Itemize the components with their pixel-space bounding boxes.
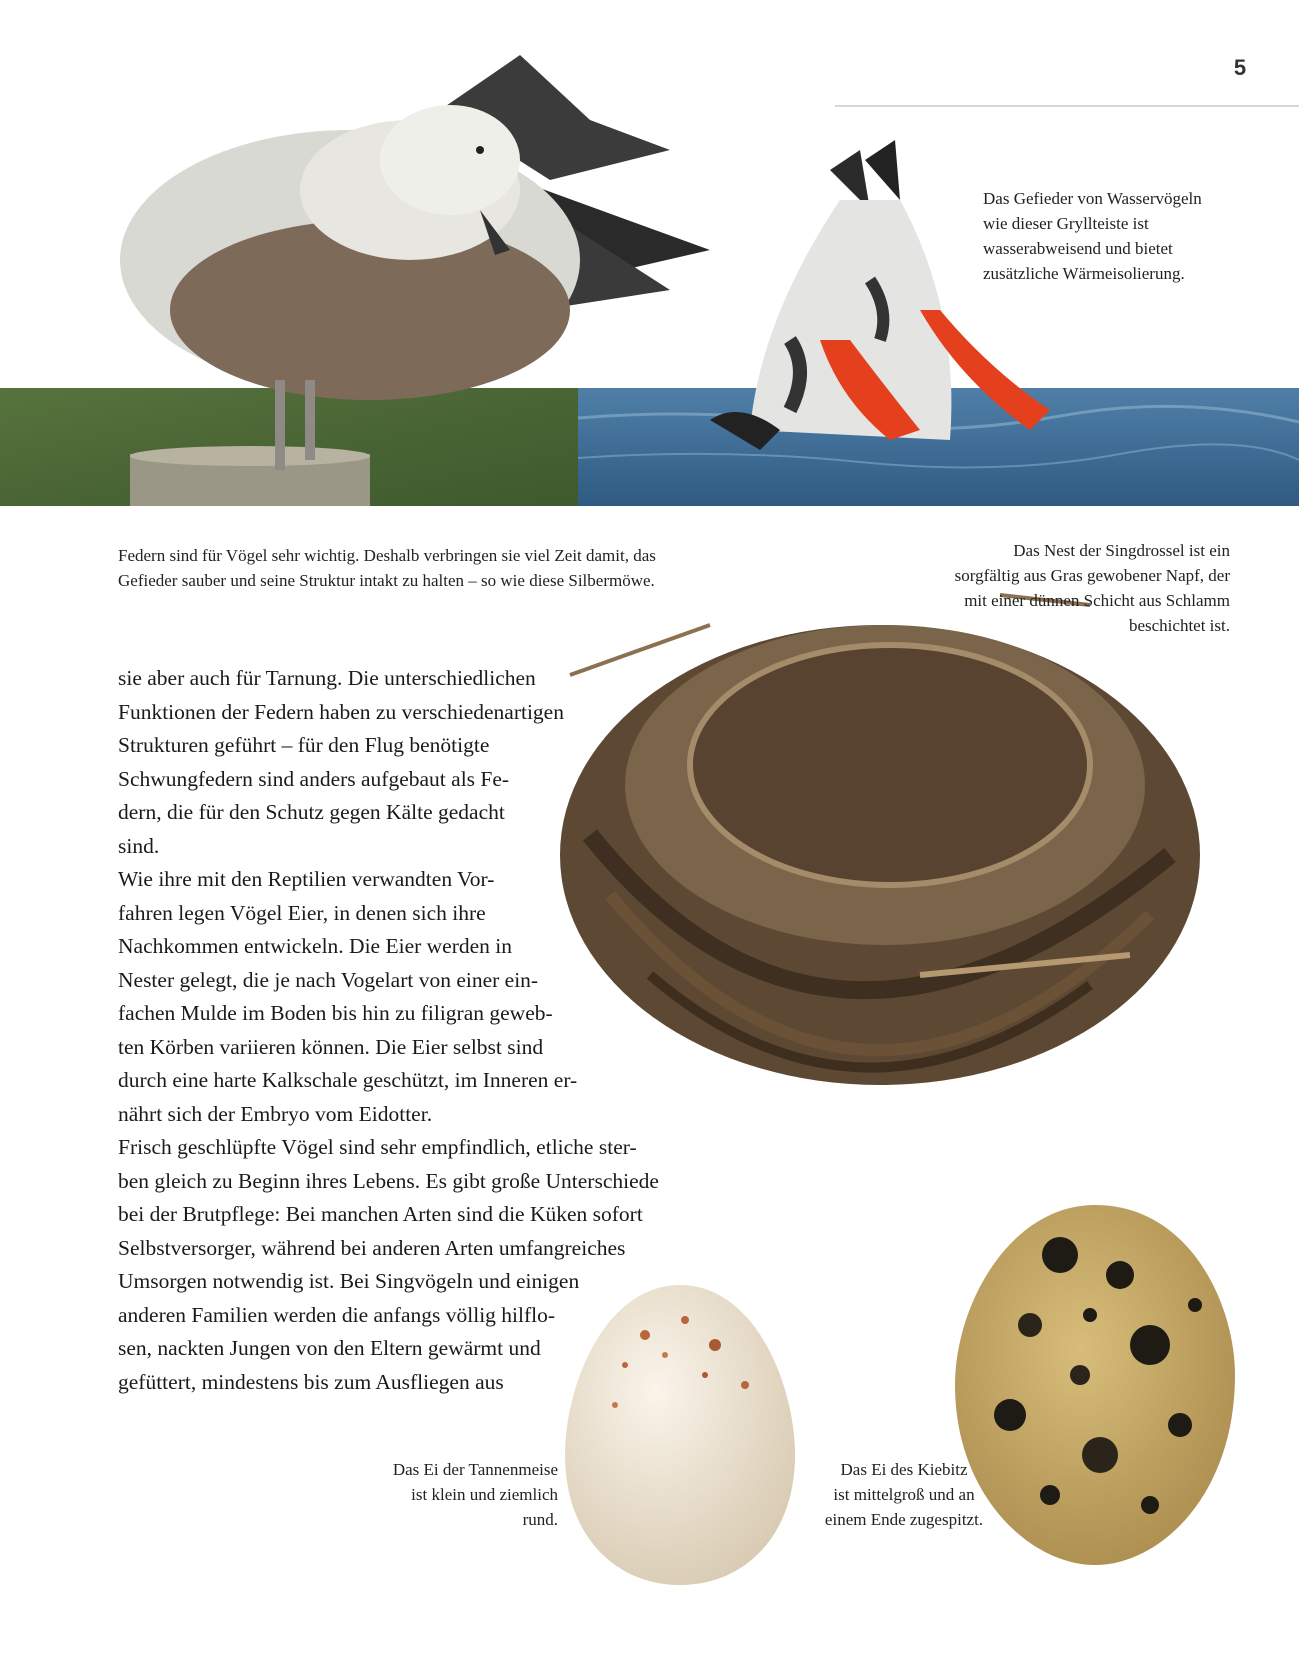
page-number: 5 (1233, 55, 1247, 80)
body-line: Frisch geschlüpfte Vögel sind sehr empfindlich, etliche ster- (118, 1135, 637, 1159)
caption-song-thrush-nest (900, 538, 1230, 638)
caption-line: Das Nest der Singdrossel ist ein (1013, 541, 1230, 560)
caption-line: Das Gefieder von Wasservögeln (983, 189, 1202, 208)
caption-line: ist klein und ziemlich (411, 1485, 558, 1504)
herring-gull-photo (110, 50, 710, 512)
caption-line: mit einer dünnen Schicht aus Schlamm (964, 591, 1230, 610)
caption-line: wasserabweisend und bietet (983, 239, 1173, 258)
body-line: sie aber auch für Tarnung. Die unterschiedlichen (118, 666, 536, 690)
body-line: durch eine harte Kalkschale geschützt, im Inneren er- (118, 1068, 578, 1092)
body-line: ben gleich zu Beginn ihres Lebens. Es gibt große Unterschiede (118, 1168, 659, 1193)
body-line: Funktionen der Federn haben zu verschiedenartigen (118, 699, 564, 724)
body-text (118, 662, 678, 1399)
body-line: dern, die für den Schutz gegen Kälte gedacht (118, 800, 505, 824)
caption-line: rund. (522, 1510, 558, 1529)
body-line: Wie ihre mit den Reptilien verwandten Vor- (118, 867, 495, 891)
caption-line: wie dieser Gryllteiste ist (983, 214, 1149, 233)
body-line: Nester gelegt, die je nach Vogelart von einer ein- (118, 967, 539, 992)
caption-line: Federn sind für Vögel sehr wichtig. Deshalb verbringen sie viel Zeit damit, das (118, 546, 656, 565)
caption-herring-gull (118, 543, 718, 593)
body-line: Strukturen geführt – für den Flug benötigte (118, 733, 490, 757)
body-line: Umsorgen notwendig ist. Bei Singvögeln und einigen (118, 1269, 580, 1293)
caption-coal-tit-egg (340, 1457, 558, 1532)
caption-line: Das Ei der Tannenmeise (392, 1460, 558, 1479)
body-line: gefüttert, mindestens bis zum Ausfliegen aus (118, 1369, 504, 1394)
header-rule (835, 105, 1299, 107)
body-line: Nachkommen entwickeln. Die Eier werden in (118, 934, 513, 958)
body-line: sen, nackten Jungen von den Eltern gewärmt und (118, 1336, 541, 1360)
body-line: Selbstversorger, während bei anderen Arten umfangreiches (118, 1235, 626, 1260)
caption-line: beschichtet ist. (1128, 616, 1230, 635)
caption-line: Das Ei des Kiebitz (840, 1460, 968, 1479)
body-line: ten Körben variieren können. Die Eier selbst sind (118, 1034, 544, 1059)
caption-line: einem Ende zugespitzt. (824, 1510, 984, 1529)
caption-lapwing-egg (800, 1457, 1008, 1532)
body-line: fachen Mulde im Boden bis hin zu filigran geweb- (118, 1001, 553, 1025)
body-line: Schwungfedern sind anders aufgebaut als Fe- (118, 766, 510, 791)
body-line: bei der Brutpflege: Bei manchen Arten sind die Küken sofort (118, 1202, 643, 1226)
caption-line: sorgfältig aus Gras gewobener Napf, der (954, 566, 1230, 585)
body-line: sind. (118, 833, 160, 858)
caption-black-guillemot (983, 186, 1233, 286)
caption-line: ist mittelgroß und an (833, 1485, 975, 1504)
caption-line: Gefieder sauber und seine Struktur intakt zu halten – so wie diese Silbermöwe. (118, 571, 655, 590)
body-line: fahren legen Vögel Eier, in denen sich ihre (118, 900, 486, 925)
body-line: nährt sich der Embryo vom Eidotter. (118, 1101, 433, 1126)
caption-line: zusätzliche Wärmeisolierung. (983, 264, 1185, 283)
body-line: anderen Familien werden die anfangs völlig hilflo- (118, 1302, 556, 1327)
